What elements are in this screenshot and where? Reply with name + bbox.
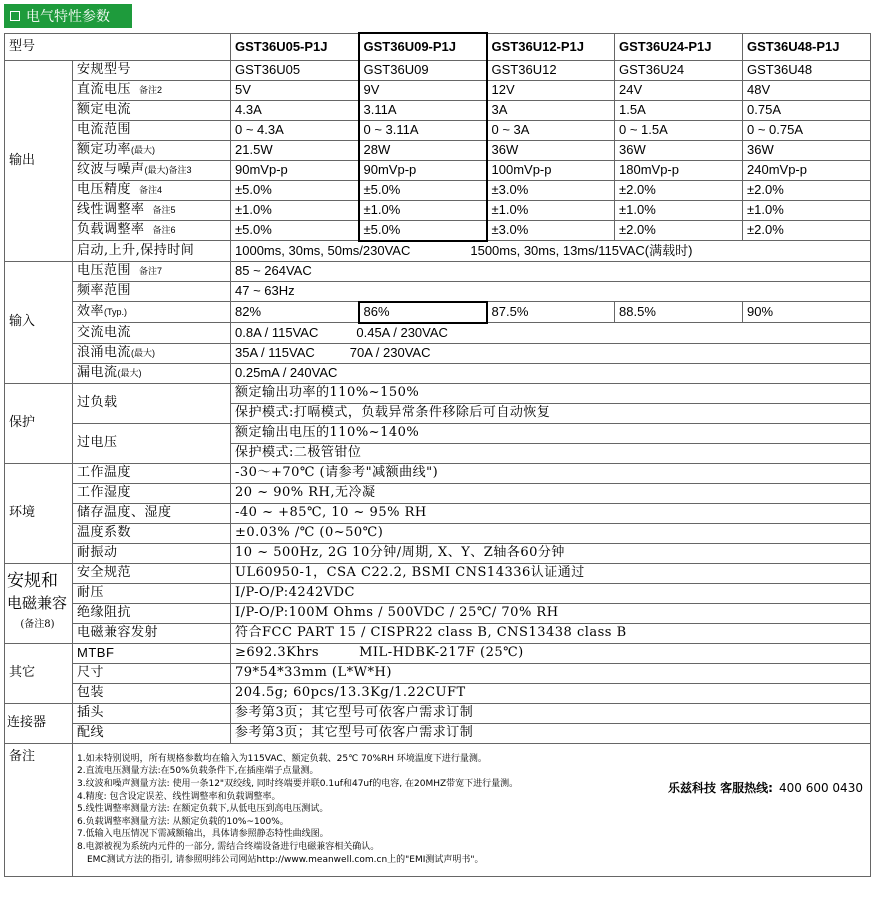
output-value: 0 ~ 3.11A: [359, 120, 487, 140]
safety-row: [5, 603, 871, 623]
efficiency-value: 86%: [359, 302, 487, 323]
env-value: 10 ~ 500Hz, 2G 10分钟/周期, X、Y、Z轴各60分钟: [231, 543, 871, 563]
connector-label: 配线: [73, 723, 231, 743]
output-value: ±1.0%: [615, 200, 743, 220]
safety-value: 符合FCC PART 15 / CISPR22 class B, CNS13438 class B: [231, 623, 871, 643]
output-value: ±2.0%: [743, 180, 871, 200]
notes-category: 备注: [5, 743, 73, 876]
input-label: 漏电流(最大): [73, 363, 231, 383]
output-value: 90mVp-p: [359, 160, 487, 180]
output-value: 0 ~ 0.75A: [743, 120, 871, 140]
connector-label: 插头: [73, 703, 231, 723]
env-row: [5, 483, 871, 503]
protection-value: 额定输出电压的110%~140%: [231, 423, 871, 443]
model-2: GST36U09-P1J: [359, 33, 487, 60]
output-value: 0 ~ 1.5A: [615, 120, 743, 140]
env-row: [5, 543, 871, 563]
safety-category: 安规和 电磁兼容 (备注8): [5, 563, 73, 643]
output-row-line-regulation: [5, 200, 871, 220]
output-value: ±3.0%: [487, 180, 615, 200]
checkbox-square-icon: [10, 11, 20, 21]
input-row-ac-current: [5, 323, 871, 344]
efficiency-value: 90%: [743, 302, 871, 323]
input-category: 输入: [5, 261, 73, 383]
output-value: 36W: [487, 140, 615, 160]
model-4: GST36U24-P1J: [615, 33, 743, 60]
output-value: 9V: [359, 80, 487, 100]
output-label: 额定功率(最大): [73, 140, 231, 160]
env-label: 储存温度、湿度: [73, 503, 231, 523]
output-label: 直流电压 备注2: [73, 80, 231, 100]
output-value: ±1.0%: [231, 200, 359, 220]
note-line: 6.负载调整率测量方法: 从额定负载的10%~100%。: [77, 816, 289, 827]
safety-label: 绝缘阻抗: [73, 603, 231, 623]
others-row-mtbf: [5, 643, 871, 663]
input-value: 85 ~ 264VAC: [231, 261, 871, 281]
efficiency-value: 87.5%: [487, 302, 615, 323]
hotline: [668, 779, 863, 796]
startup-value-230: 1000ms, 30ms, 50ms/230VAC: [235, 243, 411, 258]
input-row-inrush: [5, 343, 871, 363]
safety-label: 安全规范: [73, 563, 231, 583]
startup-value-115: 1500ms, 30ms, 13ms/115VAC(满载时): [470, 243, 693, 258]
input-value: [231, 343, 871, 363]
env-value: -40 ~ +85℃, 10 ~ 95% RH: [231, 503, 871, 523]
hotline-label: 乐兹科技 客服热线:: [668, 781, 773, 795]
input-label: 频率范围: [73, 281, 231, 302]
output-row-rated-current: [5, 100, 871, 120]
env-label: 温度系数: [73, 523, 231, 543]
safety-row: [5, 623, 871, 643]
others-category: 其它: [5, 643, 73, 703]
mtbf-value: [231, 643, 871, 663]
output-value: GST36U12: [487, 60, 615, 80]
output-value: GST36U48: [743, 60, 871, 80]
input-label: 效率(Typ.): [73, 302, 231, 323]
input-row-voltage-range: [5, 261, 871, 281]
output-label: 启动,上升,保持时间: [73, 241, 231, 262]
output-value: 3A: [487, 100, 615, 120]
connector-value: 参考第3页；其它型号可依客户需求订制: [231, 723, 871, 743]
output-value: ±5.0%: [359, 180, 487, 200]
protection-label: 过电压: [73, 423, 231, 463]
output-value: ±1.0%: [487, 200, 615, 220]
model-header-row: [5, 33, 871, 60]
output-value: 48V: [743, 80, 871, 100]
output-value: ±1.0%: [359, 200, 487, 220]
others-row-package: [5, 683, 871, 703]
env-row: [5, 503, 871, 523]
note-line: 5.线性调整率测量方法: 在额定负载下,从低电压到高电压测试。: [77, 804, 329, 815]
connector-row-plug: [5, 703, 871, 723]
output-value: 24V: [615, 80, 743, 100]
input-value: 47 ~ 63Hz: [231, 281, 871, 302]
output-value: 180mVp-p: [615, 160, 743, 180]
mtbf-hours: ≥692.3Khrs: [235, 645, 320, 660]
env-label: 耐振动: [73, 543, 231, 563]
output-value: 0.75A: [743, 100, 871, 120]
connector-row-wire: [5, 723, 871, 743]
others-value: 204.5g; 60pcs/13.3Kg/1.22CUFT: [231, 683, 871, 703]
output-value: ±5.0%: [359, 220, 487, 241]
output-value: ±2.0%: [615, 180, 743, 200]
hotline-number: 400 600 0430: [778, 781, 863, 795]
output-value: 36W: [743, 140, 871, 160]
models-label: 型号: [5, 33, 231, 60]
output-row-rated-power: [5, 140, 871, 160]
notes-content: [73, 743, 871, 876]
input-row-leakage: [5, 363, 871, 383]
output-value: ±5.0%: [231, 180, 359, 200]
startup-value: [231, 241, 871, 262]
safety-value: I/P-O/P:100M Ohms / 500VDC / 25℃/ 70% RH: [231, 603, 871, 623]
input-row-frequency-range: [5, 281, 871, 302]
protection-label: 过负载: [73, 383, 231, 423]
output-value: GST36U09: [359, 60, 487, 80]
input-label: 浪涌电流(最大): [73, 343, 231, 363]
input-row-efficiency: [5, 302, 871, 323]
others-label: MTBF: [73, 643, 231, 663]
output-value: 12V: [487, 80, 615, 100]
output-row-load-regulation: [5, 220, 871, 241]
output-value: 90mVp-p: [231, 160, 359, 180]
output-value: 0 ~ 4.3A: [231, 120, 359, 140]
env-value: 20 ~ 90% RH,无冷凝: [231, 483, 871, 503]
input-label: 交流电流: [73, 323, 231, 344]
notes-row: [5, 743, 871, 876]
output-row-dc-voltage: [5, 80, 871, 100]
output-value: GST36U24: [615, 60, 743, 80]
section-title-bar: [4, 4, 132, 28]
output-value: 1.5A: [615, 100, 743, 120]
safety-label: 电磁兼容发射: [73, 623, 231, 643]
output-category: 输出: [5, 60, 73, 261]
output-value: ±2.0%: [615, 220, 743, 241]
input-value: 0.25mA / 240VAC: [231, 363, 871, 383]
output-row-safety-model: [5, 60, 871, 80]
env-label: 工作湿度: [73, 483, 231, 503]
output-label: 纹波与噪声(最大)备注3: [73, 160, 231, 180]
input-value: [231, 323, 871, 344]
protection-row-overload-1: [5, 383, 871, 403]
output-row-ripple-noise: [5, 160, 871, 180]
efficiency-value: 82%: [231, 302, 359, 323]
env-value: ±0.03% /℃ (0~50℃): [231, 523, 871, 543]
env-row: [5, 463, 871, 483]
protection-row-overvoltage-1: [5, 423, 871, 443]
output-value: 4.3A: [231, 100, 359, 120]
output-value: 36W: [615, 140, 743, 160]
output-value: 100mVp-p: [487, 160, 615, 180]
output-label: 负载调整率 备注6: [73, 220, 231, 241]
others-row-size: [5, 663, 871, 683]
output-label: 电压精度 备注4: [73, 180, 231, 200]
output-label: 额定电流: [73, 100, 231, 120]
output-value: ±1.0%: [743, 200, 871, 220]
protection-value: 额定输出功率的110%~150%: [231, 383, 871, 403]
output-value: GST36U05: [231, 60, 359, 80]
safety-label: 耐压: [73, 583, 231, 603]
safety-value: UL60950-1，CSA C22.2, BSMI CNS14336认证通过: [231, 563, 871, 583]
protection-value: 保护模式:二极管钳位: [231, 443, 871, 463]
output-value: 240mVp-p: [743, 160, 871, 180]
mtbf-standard: MIL-HDBK-217F (25℃): [359, 645, 524, 660]
efficiency-value: 88.5%: [615, 302, 743, 323]
protection-value: 保护模式:打嗝模式，负载异常条件移除后可自动恢复: [231, 403, 871, 423]
output-value: ±2.0%: [743, 220, 871, 241]
output-value: 0 ~ 3A: [487, 120, 615, 140]
output-label: 线性调整率 备注5: [73, 200, 231, 220]
connector-category: 连接器: [5, 703, 73, 743]
output-value: ±3.0%: [487, 220, 615, 241]
inrush-115: 35A / 115VAC: [235, 345, 315, 360]
inrush-230: 70A / 230VAC: [349, 345, 431, 360]
note-line: 8.电源被视为系统内元件的一部分, 需结合终端设备进行电磁兼容相关确认。: [77, 841, 380, 852]
output-row-voltage-accuracy: [5, 180, 871, 200]
output-label: 电流范围: [73, 120, 231, 140]
others-value: 79*54*33mm (L*W*H): [231, 663, 871, 683]
output-value: 3.11A: [359, 100, 487, 120]
others-label: 尺寸: [73, 663, 231, 683]
env-value: -30～+70℃ (请参考"减额曲线"): [231, 463, 871, 483]
env-row: [5, 523, 871, 543]
output-value: 28W: [359, 140, 487, 160]
ac-current-115: 0.8A / 115VAC: [235, 325, 319, 340]
note-line: 7.低输入电压情况下需减额输出，具体请参照静态特性曲线图。: [77, 829, 329, 840]
environment-category: 环境: [5, 463, 73, 563]
protection-category: 保护: [5, 383, 73, 463]
output-value: ±5.0%: [231, 220, 359, 241]
output-row-startup: [5, 241, 871, 262]
spec-table: [4, 32, 871, 877]
safety-row: [5, 583, 871, 603]
section-title: 电气特性参数: [26, 8, 110, 24]
ac-current-230: 0.45A / 230VAC: [356, 325, 448, 340]
output-value: 5V: [231, 80, 359, 100]
safety-value: I/P-O/P:4242VDC: [231, 583, 871, 603]
model-1: GST36U05-P1J: [231, 33, 359, 60]
note-line: 2.直流电压测量方法:在50%负载条件下,在插座端子点量测。: [77, 766, 319, 777]
output-row-current-range: [5, 120, 871, 140]
input-label: 电压范围 备注7: [73, 261, 231, 281]
output-label: 安规型号: [73, 60, 231, 80]
others-label: 包装: [73, 683, 231, 703]
model-5: GST36U48-P1J: [743, 33, 871, 60]
note-line: 3.纹波和噪声测量方法: 使用一条12"双绞线, 同时终端要并联0.1uf和47uf的电容, 在20MHZ带宽下进行量测。: [77, 779, 519, 790]
model-3: GST36U12-P1J: [487, 33, 615, 60]
note-line: 1.如未特别说明，所有规格参数均在输入为115VAC、额定负载、25℃ 70%RH 环境温度下进行量测。: [77, 753, 487, 764]
note-line: 4.精度: 包含设定误差、线性调整率和负载调整率。: [77, 791, 281, 802]
output-value: 21.5W: [231, 140, 359, 160]
connector-value: 参考第3页；其它型号可依客户需求订制: [231, 703, 871, 723]
safety-row: [5, 563, 871, 583]
env-label: 工作温度: [73, 463, 231, 483]
note-line: EMC测试方法的指引, 请参照明纬公司网站http://www.meanwell.com.cn上的"EMI测试声明书"。: [87, 854, 484, 865]
